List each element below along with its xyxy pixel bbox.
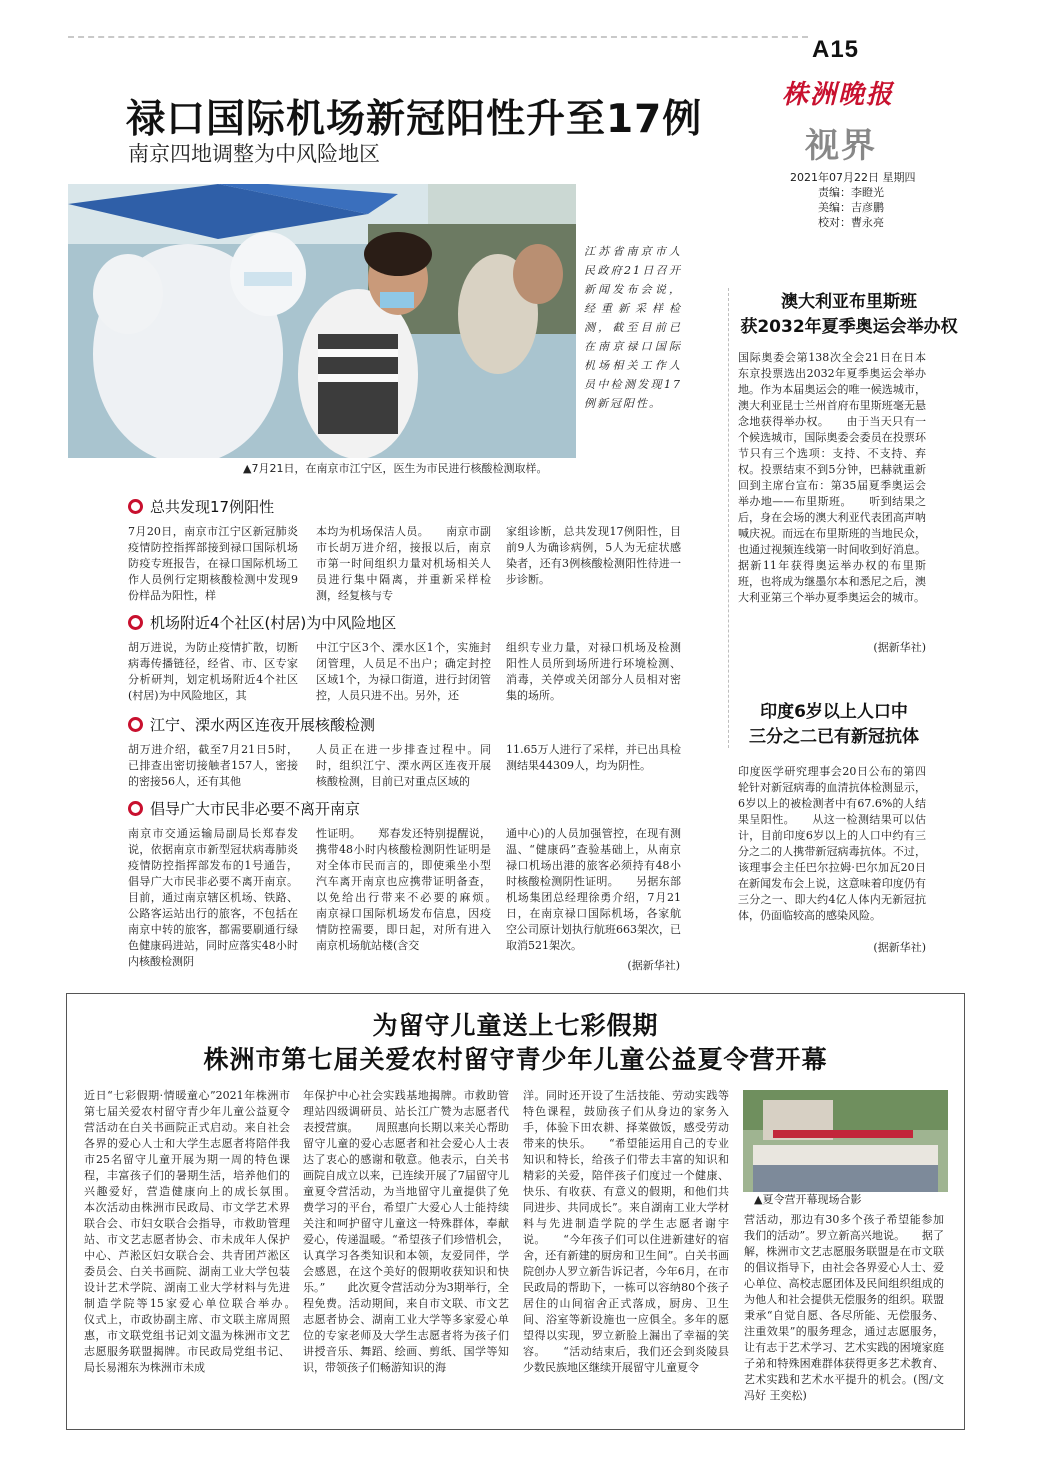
newspaper-logo: 株洲晚报: [782, 80, 895, 110]
photo-side-caption: 江苏省南京市人民政府21日召开新闻发布会说，经重新采样检测，截至目前已在南京禄口国际机场相关工作人员中检测发现17例新冠阳性。: [584, 245, 682, 410]
article-column: 本均为机场保洁人员。 南京市副市长胡万进介绍，接报以后，南京市第一时间组织力量对机场相关人员进行集中隔离，并重新采样检测，经复核与专: [316, 525, 491, 602]
section-heading-text: 总共发现17例阳性: [150, 498, 275, 516]
section-heading-text: 机场附近4个社区(村居)为中风险地区: [150, 614, 397, 632]
article-column: 性证明。 郑春发还特别提醒说，携带48小时内核酸检测阴性证明是对全体市民而言的，即使乘坐小型汽车离开南京也应携带证明备查，以免给出行带来不必要的麻烦。 南京禄口国际机场发布信息，因疫情防控需要，即日起，对所有进入南京机场航站楼(含交: [316, 827, 491, 952]
article-column: 年保护中心社会实践基地揭牌。市救助管理站四级调研员、站长江广赞为志愿者代表授营旗。 周照惠向长期以来关心帮助留守儿童的爱心志愿者和社会爱心人士表达了衷心的感谢和敬意。他表示，白关书画院自成立以来，已连续开展了7届留守儿童夏令营活动，为当地留守儿童提供了免费学习的平台，希望广大爱心人士能持续关注和呵护留守儿童这一特殊群体，奉献爱心，传递温暖。“希望孩子们珍惜机会，认真学习各类知识和本领，友爱同伴，学会感恩，在这个美好的假期收获知识和快乐。” 此次夏令营活动分为3期举行，全程免费。活动期间，来自市文联、市文艺志愿者协会、湖南工业大学等多家爱心单位的专家老师及大学生志愿者将为孩子们讲授音乐、舞蹈、绘画、剪纸、国学等知识，带领孩子们畅游知识的海: [303, 1089, 509, 1374]
side-headline-line: 获2032年夏季奥运会举办权: [740, 317, 958, 337]
photo-illustration: [68, 184, 576, 458]
summer-camp-photo: [743, 1090, 948, 1192]
article-column: 南京市交通运输局副局长郑春发说，依据南京市新型冠状病毒肺炎疫情防控指挥部发布的1号通告，倡导广大市民非必要不离开南京。目前，通过南京辖区机场、铁路、公路客运站出行的旅客，不包括在南京中转的旅客，都需要刷通行绿色健康码进站，同时应落实48小时内核酸检测阴: [128, 827, 298, 968]
article-source: (据新华社): [873, 641, 926, 654]
bottom-headline-line1: 为留守儿童送上七彩假期: [372, 1011, 659, 1040]
section-title: 视界: [805, 126, 877, 166]
section-heading: [128, 496, 274, 517]
article-column: 胡万进说，为防止疫情扩散，切断病毒传播链径，经省、市、区专家分析研判，划定机场附近4个社区(村居)为中风险地区，其: [128, 641, 298, 702]
section-heading: [128, 798, 360, 819]
article-column: 人员正在进一步排查过程中。同时，组织江宁、溧水两区连夜开展核酸检测，目前已对重点区域的: [316, 743, 491, 788]
bottom-headline-line2: 株洲市第七届关爱农村留守青少年儿童公益夏令营开幕: [203, 1045, 828, 1074]
page-number: A15: [812, 36, 860, 63]
designer-credit: 美编：吉彦鹏: [818, 201, 884, 214]
group-photo-illustration: [743, 1090, 948, 1192]
photo-caption: ▲7月21日，在南京市江宁区，医生为市民进行核酸检测取样。: [243, 462, 548, 475]
section-heading: [128, 714, 375, 735]
article-source: (据新华社): [873, 941, 926, 954]
side-headline-line: 澳大利亚布里斯班: [781, 292, 917, 312]
top-divider: [68, 36, 808, 38]
lead-headline: 禄口国际机场新冠阳性升至17例: [126, 97, 703, 142]
article-column: 7月20日，南京市江宁区新冠肺炎疫情防控指挥部接到禄口国际机场防疫专班报告，在禄口国际机场工作人员例行定期核酸检测中发现9份样品为阳性，样: [128, 525, 298, 602]
nucleic-test-photo: [68, 184, 576, 458]
issue-meta: [790, 170, 940, 230]
article-column: 组织专业力量，对禄口机场及检测阳性人员所到场所进行环境检测、消毒，关停或关闭部分人员相对密集的场所。: [506, 641, 681, 702]
article-column: 家组诊断，总共发现17例阳性，目前9人为确诊病例，5人为无症状感染者，还有3例核酸检测阳性待进一步诊断。: [506, 525, 681, 586]
bullet-icon: [128, 499, 143, 514]
article-source: (据新华社): [627, 959, 680, 972]
article-column: 通中心)的人员加强管控，在现有测温、“健康码”查验基础上，从南京禄口机场出港的旅客必须持有48小时核酸检测阴性证明。 另据东部机场集团总经理徐勇介绍，7月21日，在南京禄口国际机场，各家航空公司原计划执行航班663架次，已取消521架次。: [506, 827, 681, 952]
article-column: 营活动，那边有30多个孩子希望能参加我们的活动”。罗立新高兴地说。 据了解，株洲市文艺志愿服务联盟是在市文联的倡议指导下，由社会各界爱心人士、爱心单位、高校志愿团体及民间组织组成的为他人和社会提供无偿服务的组织。联盟秉承“自觉自愿、各尽所能、无偿服务、注重效果”的服务理念，通过志愿服务，让有志于艺术学习、艺术实践的困境家庭子弟和特殊困难群体获得更多艺术教育、艺术实践和艺术水平提升的机会。(图/文 冯好 王奕松): [744, 1213, 944, 1402]
editor-credit: 责编：李瞪光: [818, 186, 884, 199]
bullet-icon: [128, 801, 143, 816]
section-heading: [128, 612, 396, 633]
proofreader-credit: 校对：曹永亮: [818, 216, 884, 229]
issue-date: 2021年07月22日 星期四: [790, 171, 916, 184]
section-heading-text: 倡导广大市民非必要不离开南京: [150, 800, 361, 818]
bullet-icon: [128, 717, 143, 732]
photo-caption: ▲夏令营开幕现场合影: [754, 1193, 862, 1206]
article-column: 近日“七彩假期·情暖童心”2021年株洲市第七届关爱农村留守青少年儿童公益夏令营活动在白关书画院正式启动。来自社会各界的爱心人士和大学生志愿者将陪伴我市25名留守儿童开展为期一周的特色课程，丰富孩子们的暑期生活，培养他们的兴趣爱好，营造健康向上的成长氛围。 本次活动由株洲市民政局、市文学艺术界联合会、市妇女联合会指导，市救助管理站、市文艺志愿者协会、市未成年人保护中心、芦淞区妇女联合会、共青团芦淞区委员会、白关书画院、湖南工业大学包装设计艺术学院、湖南工业大学材料与先进制造学院等15家爱心单位联合举办。 仪式上，市政协副主席、市文联主席周照惠，市文联党组书记刘文温为株洲市文艺志愿服务联盟揭牌。市民政局党组书记、局长易湘东为株洲市未成: [84, 1089, 290, 1374]
side-headline-2: [728, 700, 940, 750]
section-heading-text: 江宁、溧水两区连夜开展核酸检测: [150, 716, 376, 734]
article-column: 胡万进介绍，截至7月21日5时，已排查出密切接触者157人，密接的密接56人，还有其他: [128, 743, 298, 788]
side-headline-1: [738, 290, 960, 340]
side-headline-line: 印度6岁以上人口中: [760, 702, 908, 722]
side-article-body: 印度医学研究理事会20日公布的第四轮针对新冠病毒的血清抗体检测显示，6岁以上的被检测者中有67.6%的人结果呈阳性。 从这一检测结果可以估计，目前印度6岁以上的人口中约有三分之二的人携带新冠病毒抗体。不过，该理事会主任巴尔拉姆·巴尔加瓦20日在新闻发布会上说，这意味着印度仍有三分之一、即大约4亿人体内无新冠抗体，仍面临较高的感染风险。: [738, 765, 926, 922]
article-column: 11.65万人进行了采样，并已出具检测结果44309人，均为阴性。: [506, 743, 681, 772]
column-divider: [728, 288, 729, 748]
side-article-body: 国际奥委会第138次全会21日在日本东京投票选出2032年夏季奥运会举办地。作为本届奥运会的唯一候选城市，澳大利亚昆士兰州首府布里斯班毫无悬念地获得举办权。 由于当天只有一个候选城市，国际奥委会委员在投票环节只有三个选项：支持、不支持、弃权。投票结束不到5分钟，巴赫就重新回到主席台宣布：第35届夏季奥运会举办地——布里斯班。 听到结果之后，身在会场的澳大利亚代表团高声呐喊庆祝。而远在布里斯班的当地民众，也通过视频连线第一时间收到好消息。据新11年获得奥运举办权的布里斯班，也将成为继墨尔本和悉尼之后，澳大利亚第三个举办夏季奥运会的城市。: [738, 351, 926, 604]
article-column: 中江宁区3个、溧水区1个，实施封闭管理，人员足不出户；确定封控区域1个，为禄口街道，进行封闭管控，人员只进不出。另外，还: [316, 641, 491, 702]
lead-subhead: 南京四地调整为中风险地区: [128, 142, 380, 166]
bullet-icon: [128, 615, 143, 630]
article-column: 洋。同时还开设了生活技能、劳动实践等特色课程，鼓励孩子们从身边的家务入手，体验下田农耕、择菜做饭，感受劳动带来的快乐。 “希望能运用自己的专业知识和特长，给孩子们带去丰富的知识和精彩的关爱，陪伴孩子们度过一个健康、快乐、有收获、有意义的假期，和他们共同进步、共同成长”。来自湖南工业大学材料与先进制造学院的学生志愿者谢宇说。 “今年孩子们可以住进新建好的宿舍，还有新建的厨房和卫生间”。白关书画院创办人罗立新告诉记者，今年6月，在市民政局的帮助下，一栋可以容纳80个孩子居住的山间宿舍正式落成，厨房、卫生间、浴室等新设施也一应俱全。多年的愿望得以实现，罗立新脸上漏出了幸福的笑容。 “活动结束后，我们还会到炎陵县少数民族地区继续开展留守儿童夏令: [523, 1089, 729, 1374]
side-headline-line: 三分之二已有新冠抗体: [749, 727, 919, 747]
